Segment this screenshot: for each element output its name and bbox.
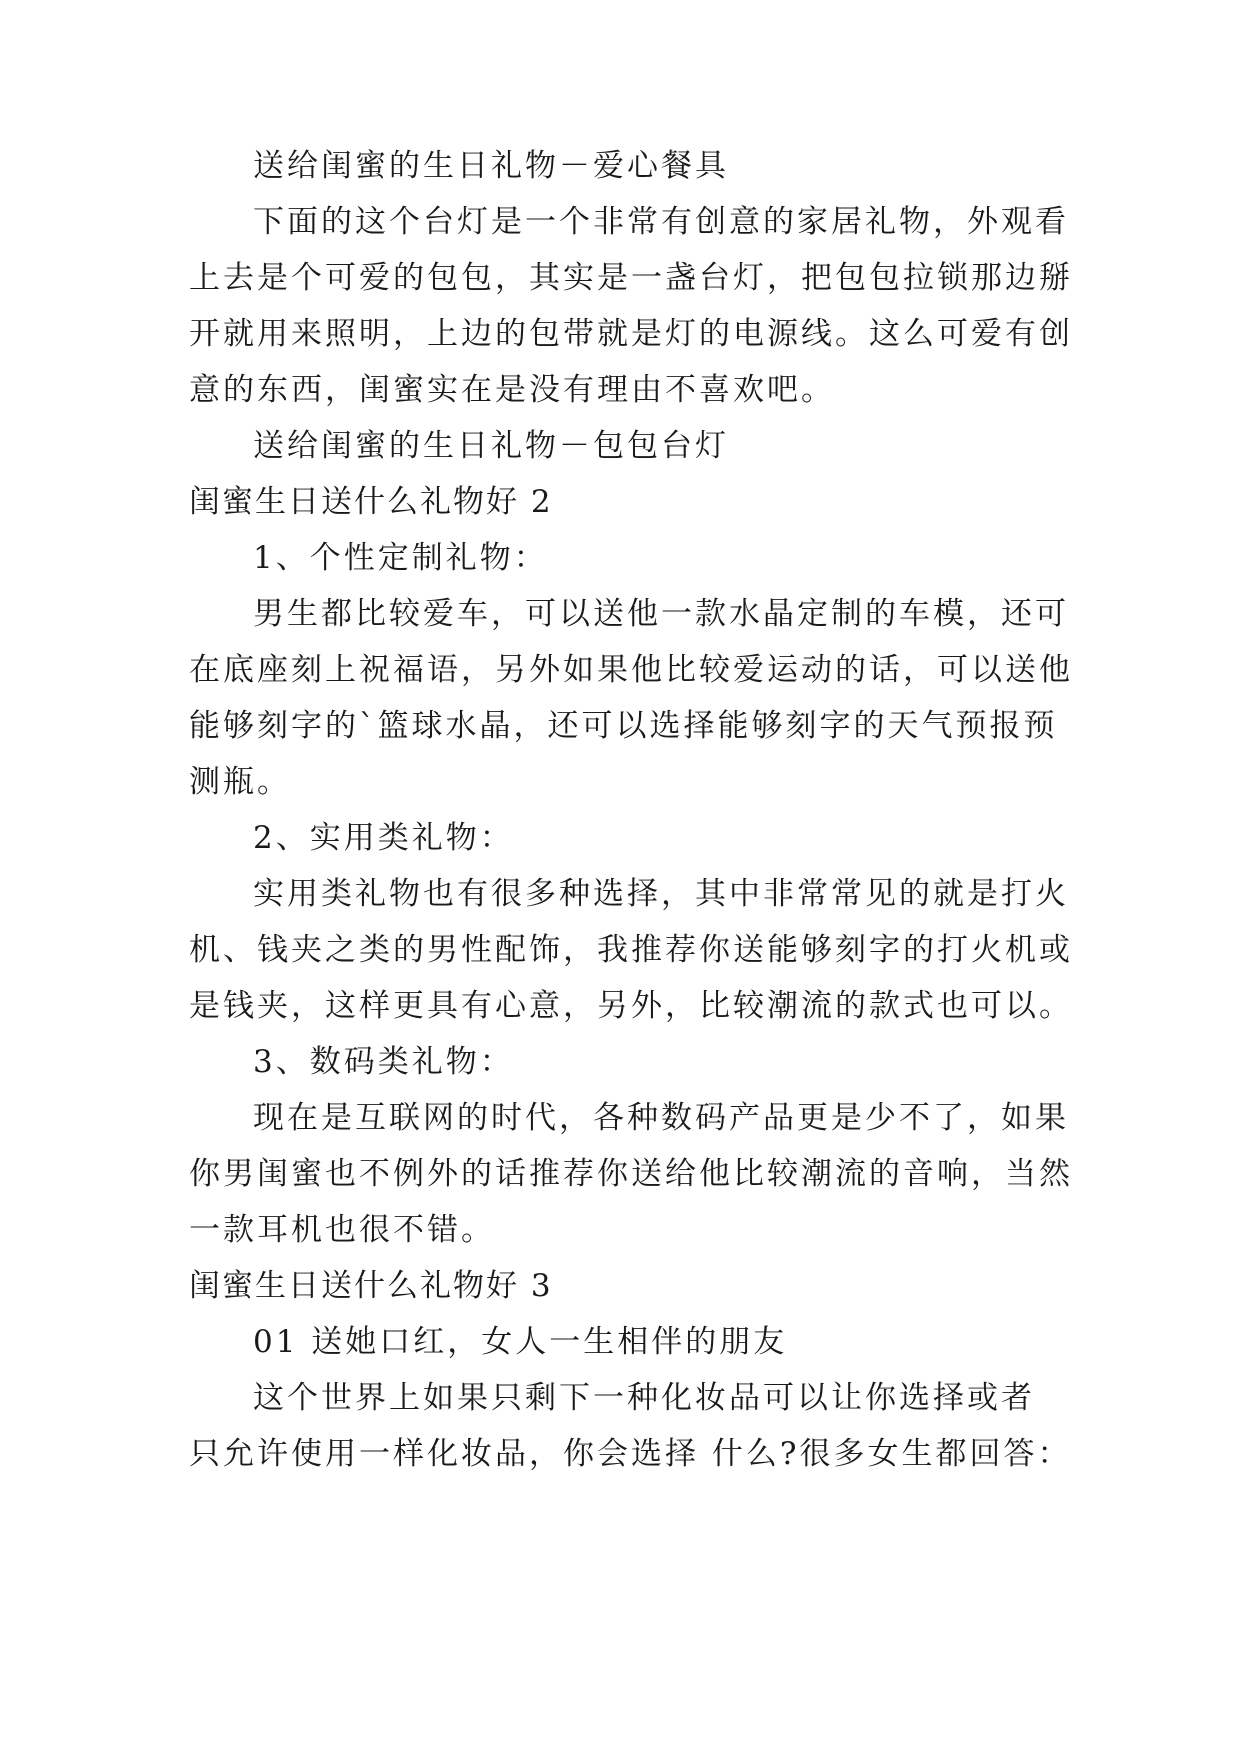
paragraph-line: 只允许使用一样化妆品，你会选择 什么?很多女生都回答： xyxy=(189,1436,1072,1472)
paragraph-line: 在底座刻上祝福语，另外如果他比较爱运动的话，可以送他 xyxy=(189,652,1073,688)
list-item-title: 1、个性定制礼物： xyxy=(253,540,548,576)
paragraph-line: 实用类礼物也有很多种选择，其中非常常见的就是打火 xyxy=(253,876,1069,912)
caption-line: 送给闺蜜的生日礼物－包包台灯 xyxy=(253,428,729,464)
paragraph-line: 一款耳机也很不错。 xyxy=(189,1212,495,1248)
paragraph-line: 测瓶。 xyxy=(189,764,291,800)
caption-line: 送给闺蜜的生日礼物－爱心餐具 xyxy=(253,148,729,184)
paragraph-line: 这个世界上如果只剩下一种化妆品可以让你选择或者 xyxy=(253,1380,1035,1416)
paragraph-line: 开就用来照明，上边的包带就是灯的电源线。这么可爱有创 xyxy=(189,316,1073,352)
section-heading: 闺蜜生日送什么礼物好 3 xyxy=(189,1268,553,1304)
list-item-title: 01 送她口红，女人一生相伴的朋友 xyxy=(253,1324,788,1360)
paragraph-line: 上去是个可爱的包包，其实是一盏台灯，把包包拉锁那边掰 xyxy=(189,260,1073,296)
paragraph-line: 男生都比较爱车，可以送他一款水晶定制的车模，还可 xyxy=(253,596,1069,632)
paragraph-line: 是钱夹，这样更具有心意，另外，比较潮流的款式也可以。 xyxy=(189,988,1073,1024)
list-item-title: 2、实用类礼物： xyxy=(253,820,514,856)
paragraph-line: 意的东西，闺蜜实在是没有理由不喜欢吧。 xyxy=(189,372,835,408)
paragraph-line: 机、钱夹之类的男性配饰，我推荐你送能够刻字的打火机或 xyxy=(189,932,1073,968)
paragraph-line: 能够刻字的`篮球水晶，还可以选择能够刻字的天气预报预 xyxy=(189,708,1058,744)
paragraph-line: 现在是互联网的时代，各种数码产品更是少不了，如果 xyxy=(253,1100,1069,1136)
paragraph-line: 你男闺蜜也不例外的话推荐你送给他比较潮流的音响，当然 xyxy=(189,1156,1073,1192)
section-heading: 闺蜜生日送什么礼物好 2 xyxy=(189,484,553,520)
list-item-title: 3、数码类礼物： xyxy=(253,1044,514,1080)
paragraph-line: 下面的这个台灯是一个非常有创意的家居礼物，外观看 xyxy=(253,204,1069,240)
